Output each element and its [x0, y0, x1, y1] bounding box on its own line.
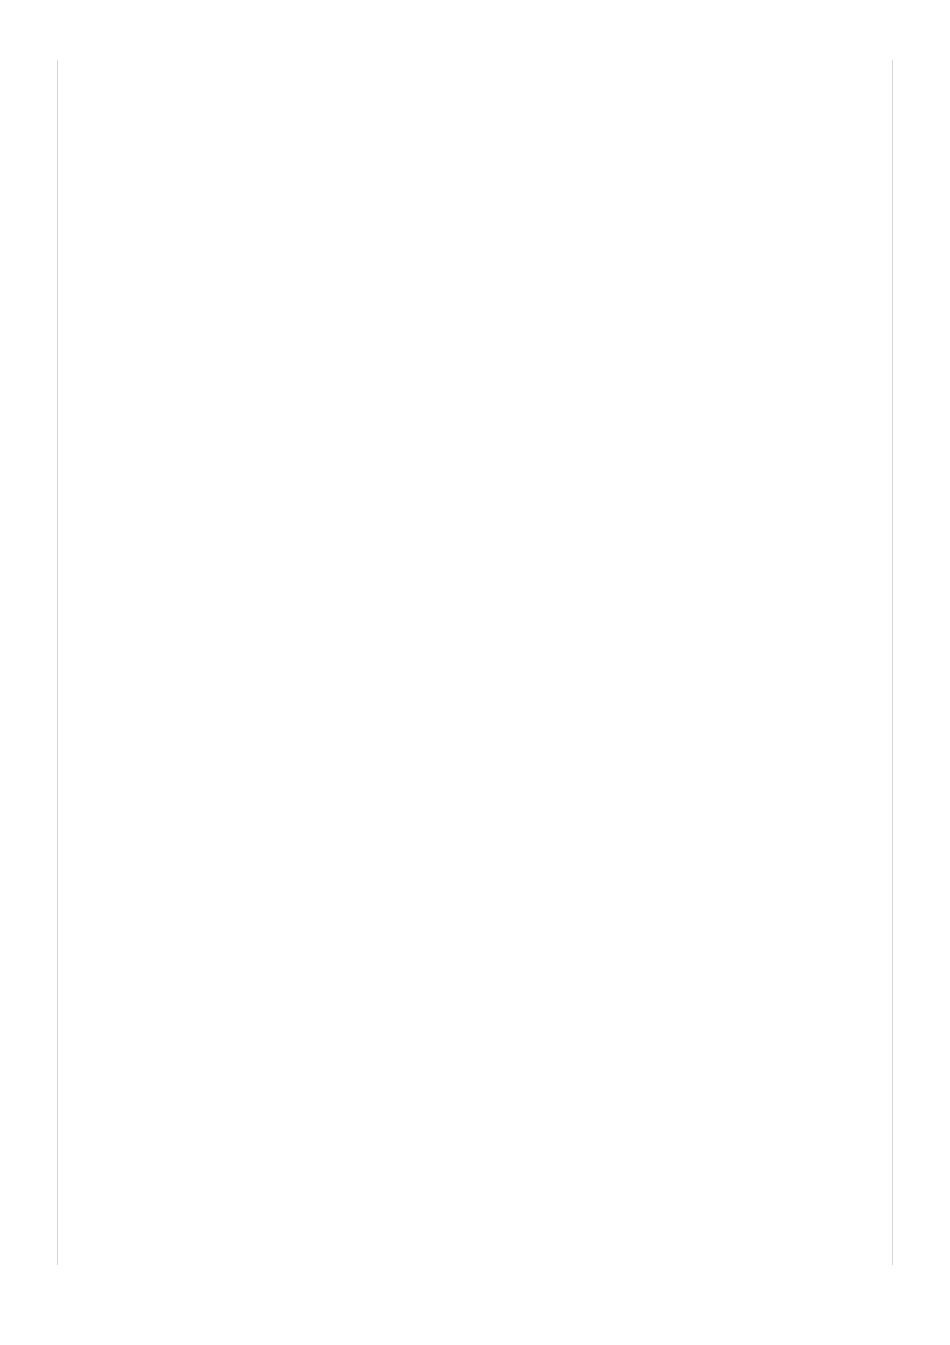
text-line [58, 128, 886, 152]
text-line [58, 339, 886, 363]
section-heading [58, 915, 886, 939]
text-line [58, 1020, 886, 1044]
text-line [58, 234, 886, 258]
text-line [58, 392, 886, 416]
text-line [58, 1178, 886, 1202]
text-line [58, 1125, 886, 1149]
text-line [58, 286, 886, 310]
right-margin-rule [892, 60, 893, 1265]
text-line [58, 967, 886, 991]
text-line [58, 1230, 886, 1254]
text-line [58, 706, 886, 730]
text-line [58, 654, 886, 678]
text-line [58, 812, 886, 836]
text-line [58, 75, 886, 99]
text-line [58, 864, 886, 888]
text-line [58, 759, 886, 783]
text-line [58, 1072, 886, 1096]
text-line [58, 181, 886, 205]
text-line [58, 495, 886, 519]
text-line [58, 601, 886, 625]
text-line [58, 444, 886, 468]
text-line [58, 549, 886, 573]
